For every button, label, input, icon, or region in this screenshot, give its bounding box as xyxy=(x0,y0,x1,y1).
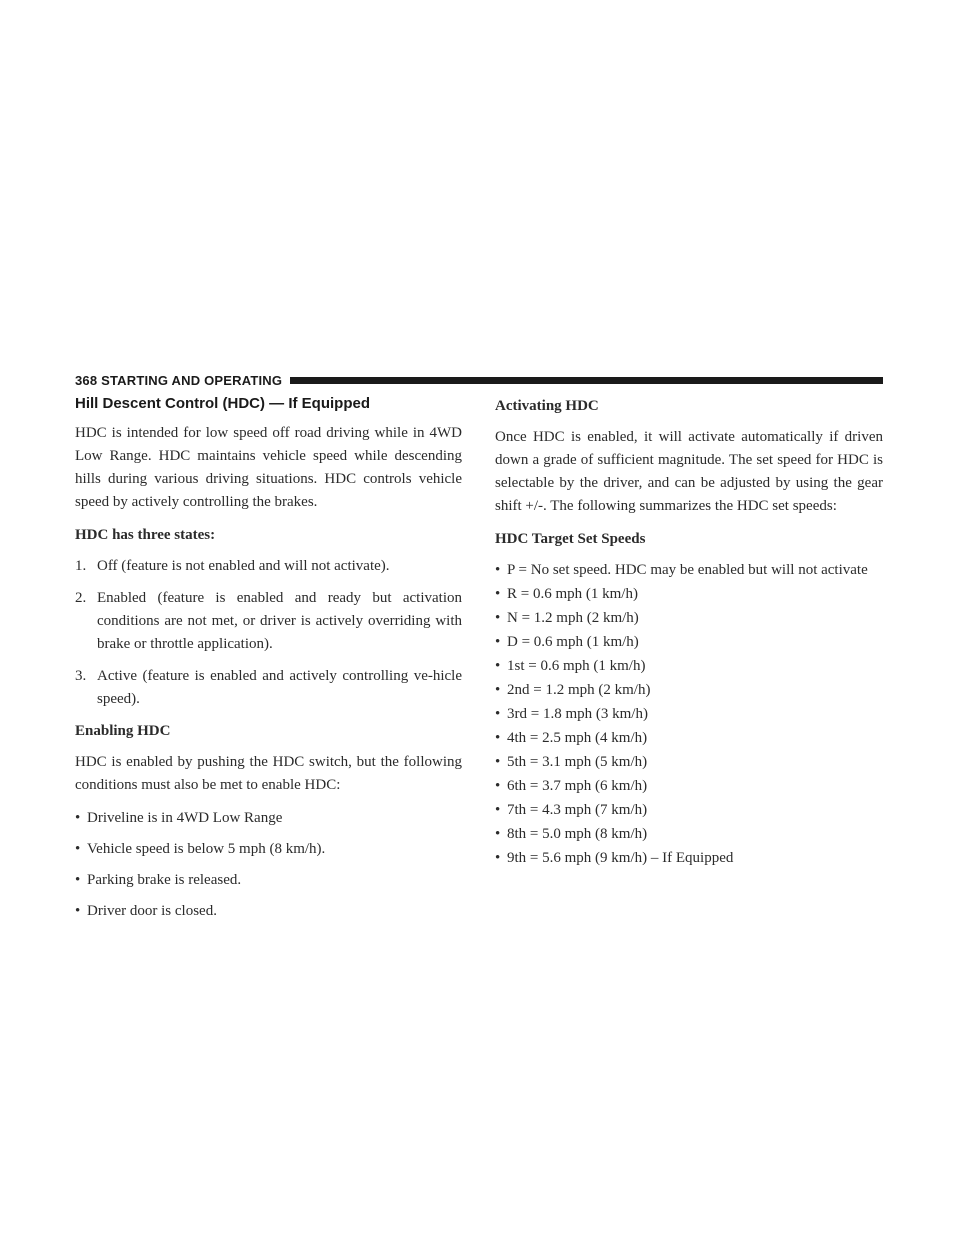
page-header xyxy=(75,370,883,390)
condition-item: • Driver door is closed. xyxy=(75,900,462,923)
speed-item: • 7th = 4.3 mph (7 km/h) xyxy=(495,799,883,822)
speed-item: • 9th = 5.6 mph (9 km/h) – If Equipped xyxy=(495,847,883,870)
enabling-heading: Enabling HDC xyxy=(75,723,171,739)
intro-paragraph: HDC is intended for low speed off road driving while in 4WD Low Range. HDC maintains vehicle speed while descending hills during various driving situations. HDC controls vehicle speed by actively controlling the brakes. xyxy=(75,425,462,510)
speed-item: • R = 0.6 mph (1 km/h) xyxy=(495,583,883,606)
condition-item: • Driveline is in 4WD Low Range xyxy=(75,807,462,830)
target-speeds-heading: HDC Target Set Speeds xyxy=(495,531,646,547)
header-text xyxy=(75,373,282,388)
speed-item: • 6th = 3.7 mph (6 km/h) xyxy=(495,775,883,798)
enabling-paragraph: HDC is enabled by pushing the HDC switch, but the following conditions must also be met to enable HDC: xyxy=(75,754,462,793)
state-item: 1. Off (feature is not enabled and will not activate). xyxy=(75,558,390,574)
header-rule xyxy=(290,377,883,384)
state-item: 2. Enabled (feature is enabled and ready but activation conditions are not met, or driver is actively overriding with brake or throttle application). xyxy=(75,590,462,652)
condition-item: • Vehicle speed is below 5 mph (8 km/h). xyxy=(75,838,462,861)
speed-item: • 1st = 0.6 mph (1 km/h) xyxy=(495,655,883,678)
speed-item: • 4th = 2.5 mph (4 km/h) xyxy=(495,727,883,750)
section-title: Hill Descent Control (HDC) — If Equipped xyxy=(75,395,370,412)
left-column xyxy=(75,393,462,931)
speed-item: • D = 0.6 mph (1 km/h) xyxy=(495,631,883,654)
states-list xyxy=(75,555,462,711)
speed-item: • P = No set speed. HDC may be enabled but will not activate xyxy=(495,559,883,582)
section-name: STARTING AND OPERATING xyxy=(101,372,283,388)
activating-paragraph: Once HDC is enabled, it will activate automatically if driven down a grade of sufficient magnitude. The set speed for HDC is selectable by the driver, and can be adjusted by using the gear shift +/-. The following summarizes the HDC set speeds: xyxy=(495,429,883,514)
speed-item: • N = 1.2 mph (2 km/h) xyxy=(495,607,883,630)
right-column xyxy=(495,393,883,871)
page-number: 368 xyxy=(75,372,98,388)
speed-item: • 2nd = 1.2 mph (2 km/h) xyxy=(495,679,883,702)
activating-heading: Activating HDC xyxy=(495,398,599,414)
condition-item: • Parking brake is released. xyxy=(75,869,462,892)
speed-item: • 3rd = 1.8 mph (3 km/h) xyxy=(495,703,883,726)
states-heading: HDC has three states: xyxy=(75,527,216,543)
state-item: 3. Active (feature is enabled and actively controlling ve-hicle speed). xyxy=(75,668,462,707)
speeds-list xyxy=(495,559,883,870)
conditions-list xyxy=(75,807,462,923)
speed-item: • 8th = 5.0 mph (8 km/h) xyxy=(495,823,883,846)
speed-item: • 5th = 3.1 mph (5 km/h) xyxy=(495,751,883,774)
